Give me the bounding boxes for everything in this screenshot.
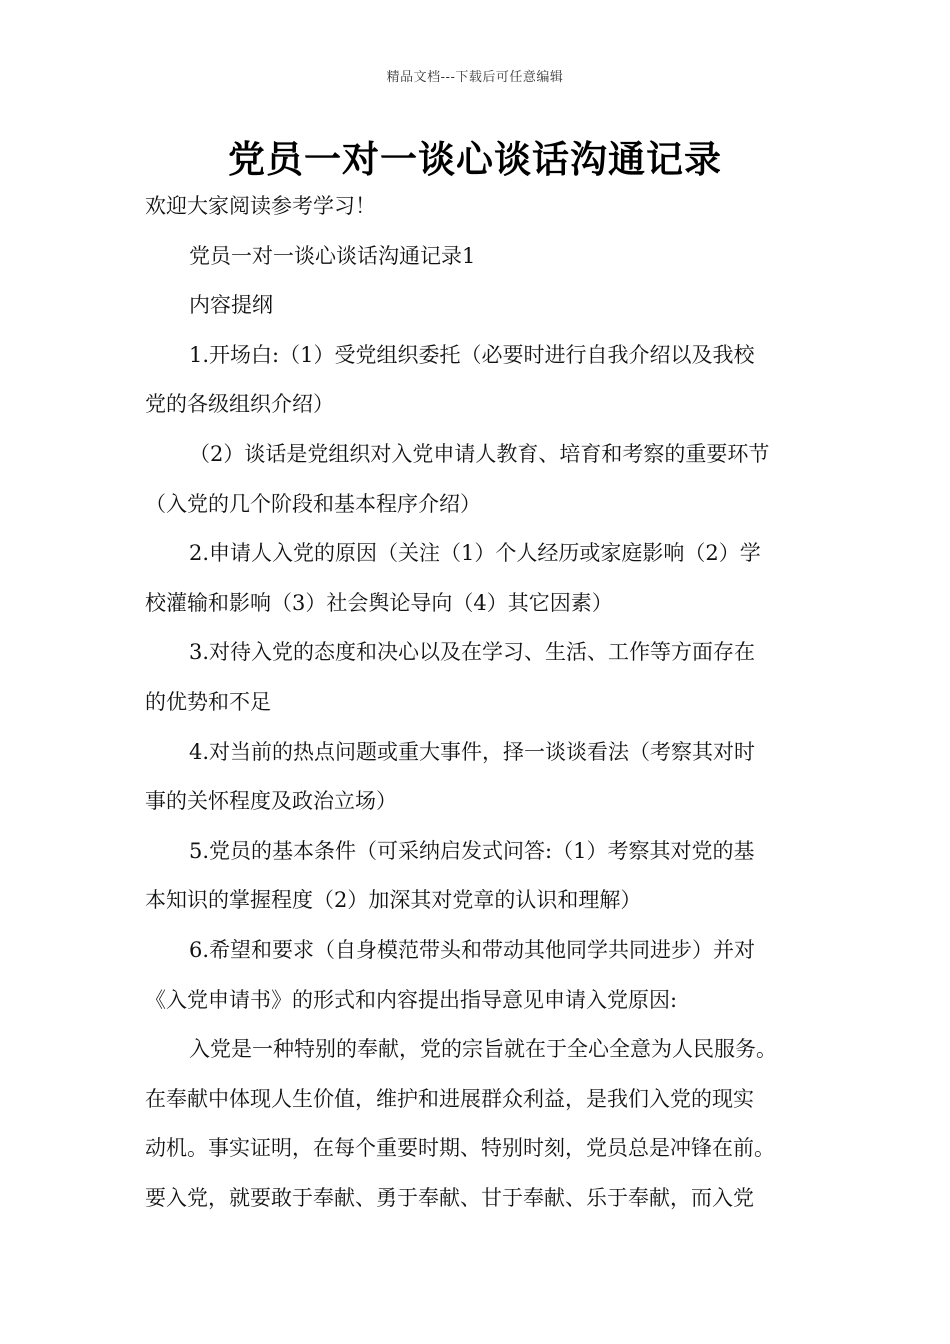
body-line: 本知识的掌握程度（2）加深其对党章的认识和理解）: [145, 888, 642, 913]
body-line: 入党是一种特别的奉献，党的宗旨就在于全心全意为人民服务。: [189, 1037, 777, 1062]
header-note: 精品文档---下载后可任意编辑: [386, 70, 564, 85]
body-line: 1.开场白:（1）受党组织委托（必要时进行自我介绍以及我校: [189, 342, 755, 367]
body-line: 党员一对一谈心谈话沟通记录1: [189, 243, 476, 268]
body-line: 5.党员的基本条件（可采纳启发式问答:（1）考察其对党的基: [189, 838, 755, 863]
body-line: 事的关怀程度及政治立场）: [145, 789, 397, 814]
document-body: [145, 182, 810, 1223]
body-line: （2）谈话是党组织对入党申请人教育、培育和考察的重要环节: [189, 441, 770, 466]
body-line: 要入党，就要敢于奉献、勇于奉献、甘于奉献、乐于奉献，而入党: [145, 1185, 754, 1210]
body-line: （入党的几个阶段和基本程序介绍）: [145, 491, 481, 516]
body-line: 在奉献中体现人生价值，维护和进展群众利益，是我们入党的现实: [145, 1086, 754, 1111]
body-line: 校灌输和影响（3）社会舆论导向（4）其它因素）: [145, 590, 613, 615]
document-title: 党员一对一谈心谈话沟通记录: [228, 138, 722, 181]
body-line: 动机。事实证明，在每个重要时期、特别时刻，党员总是冲锋在前。: [145, 1136, 775, 1161]
body-line: 2.申请人入党的原因（关注（1）个人经历或家庭影响（2）学: [189, 541, 761, 566]
body-line: 4.对当前的热点问题或重大事件，择一谈谈看法（考察其对时: [189, 739, 756, 764]
body-line: 3.对待入党的态度和决心以及在学习、生活、工作等方面存在: [189, 640, 756, 665]
body-line: 《入党申请书》的形式和内容提出指导意见申请入党原因:: [145, 987, 678, 1012]
body-line: 内容提纲: [189, 293, 273, 318]
body-line: 的优势和不足: [145, 689, 271, 714]
body-line: 6.希望和要求（自身模范带头和带动其他同学共同进步）并对: [189, 937, 756, 962]
body-line: 欢迎大家阅读参考学习！: [145, 194, 376, 218]
body-line: 党的各级组织介绍）: [145, 392, 334, 417]
